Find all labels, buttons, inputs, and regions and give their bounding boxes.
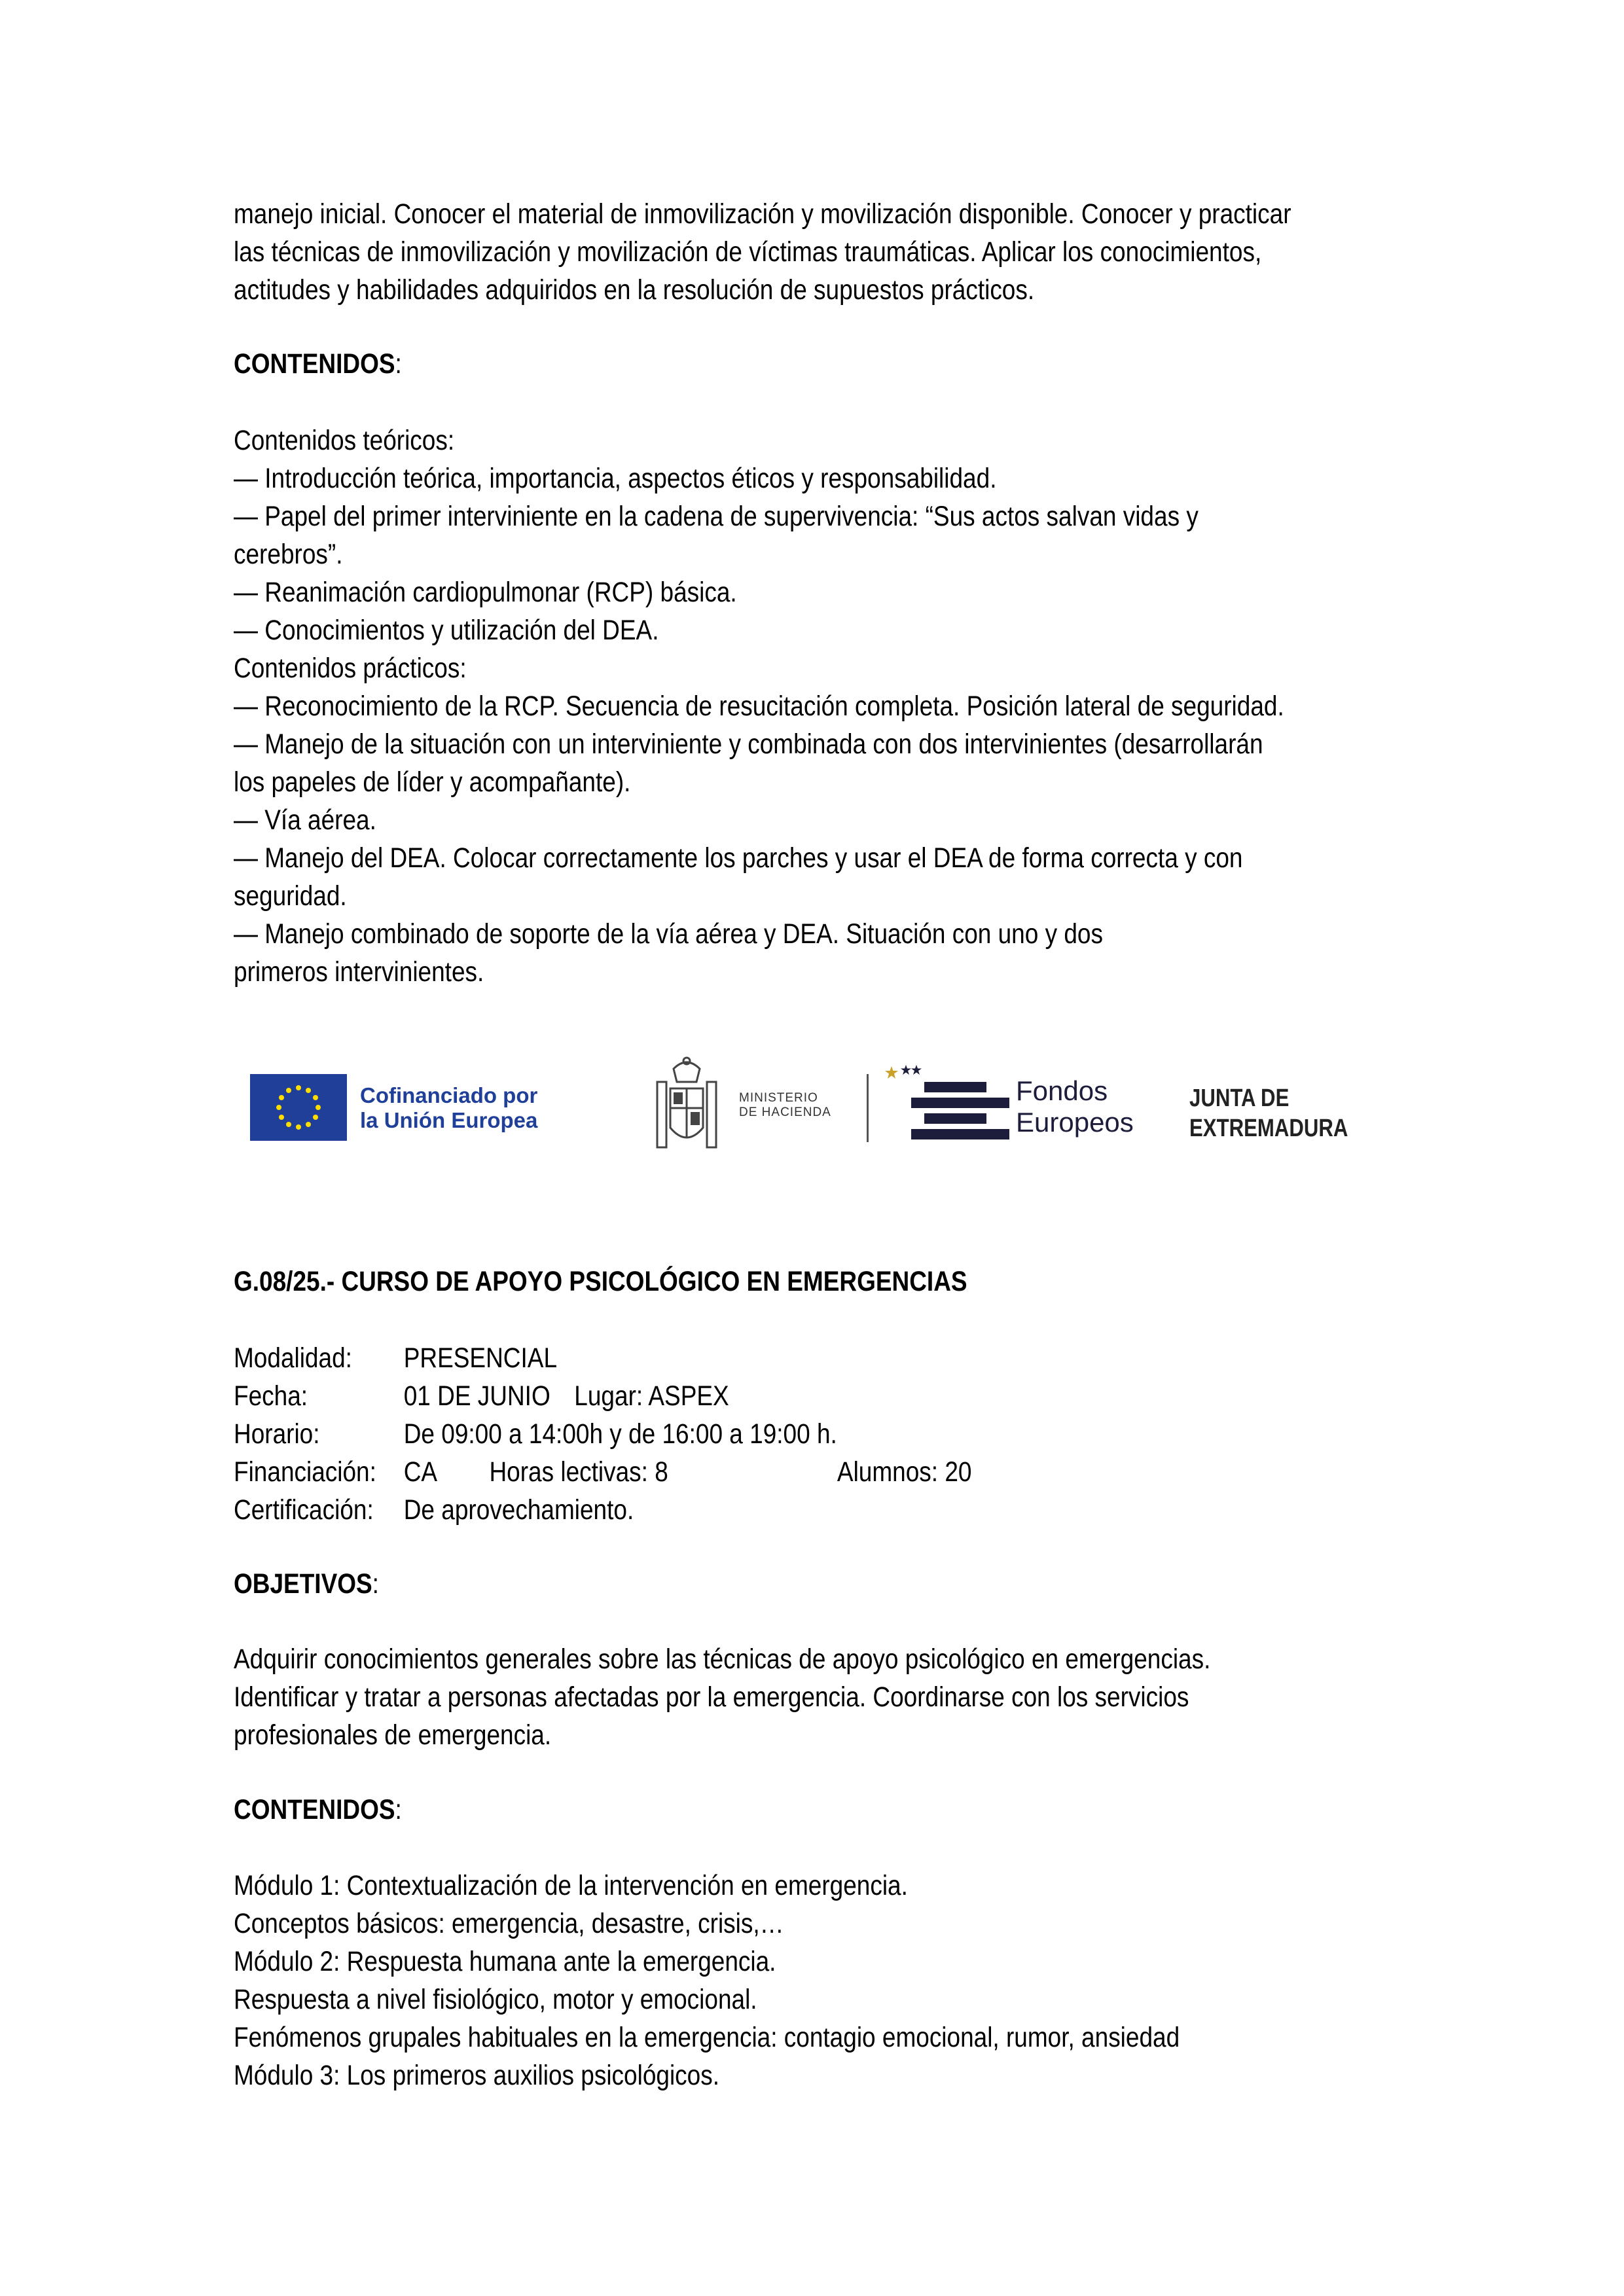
horario-label: Horario: <box>234 1418 320 1450</box>
list-item: — Reanimación cardiopulmonar (RCP) básica. <box>234 577 737 608</box>
list-item: — Manejo combinado de soporte de la vía aérea y DEA. Situación con uno y dos <box>234 918 1103 950</box>
list-item: Respuesta a nivel fisiológico, motor y emocional. <box>234 1984 757 2015</box>
fondos-europeos-mark-icon <box>905 1075 1009 1147</box>
eu-logo-text <box>360 1083 537 1133</box>
objetivos-line: profesionales de emergencia. <box>234 1719 552 1751</box>
junta-line2: EXTREMADURA <box>1189 1115 1348 1142</box>
field-fecha <box>234 1377 1400 1415</box>
fecha-value: 01 DE JUNIO <box>403 1380 550 1412</box>
list-item: seguridad. <box>234 880 347 912</box>
financiacion-value: CA <box>403 1456 438 1488</box>
list-item: — Introducción teórica, importancia, aspectos éticos y responsabilidad. <box>234 463 997 494</box>
coat-of-arms-icon <box>644 1056 729 1160</box>
junta-line1: JUNTA DE <box>1189 1085 1290 1112</box>
logo-divider <box>867 1074 869 1142</box>
lugar-value: Lugar: ASPEX <box>574 1380 729 1412</box>
certificacion-label: Certificación: <box>234 1494 374 1526</box>
objetivos-line: Identificar y tratar a personas afectadas por la emergencia. Coordinarse con los servicios <box>234 1681 1189 1713</box>
list-item: Contenidos prácticos: <box>234 653 467 684</box>
fondos-line2: Europeos <box>1016 1107 1134 1138</box>
fondos-line1: Fondos <box>1016 1075 1108 1106</box>
ministerio-line2: DE HACIENDA <box>739 1105 831 1119</box>
field-financiacion <box>234 1453 1400 1491</box>
objetivos-paragraph <box>234 1640 1400 1754</box>
intro-line: manejo inicial. Conocer el material de inmovilización y movilización disponible. Conocer y practicar <box>234 198 1291 230</box>
objetivos-heading-label: OBJETIVOS <box>234 1568 372 1600</box>
eu-logo-line2: la Unión Europea <box>360 1108 538 1132</box>
intro-line: actitudes y habilidades adquiridos en la resolución de supuestos prácticos. <box>234 274 1035 306</box>
funding-logos <box>244 1050 1356 1165</box>
objetivos-line: Adquirir conocimientos generales sobre las técnicas de apoyo psicológico en emergencias. <box>234 1643 1211 1675</box>
junta-extremadura-logo <box>1189 1083 1348 1143</box>
list-item: Contenidos teóricos: <box>234 425 455 456</box>
list-item: cerebros”. <box>234 539 343 570</box>
list-item: — Reconocimiento de la RCP. Secuencia de resucitación completa. Posición lateral de seguridad. <box>234 691 1284 722</box>
eu-logo-line1: Cofinanciado por <box>360 1083 538 1107</box>
list-item: — Manejo del DEA. Colocar correctamente los parches y usar el DEA de forma correcta y con <box>234 842 1243 874</box>
horas-lectivas: Horas lectivas: 8 <box>489 1456 668 1488</box>
intro-line: las técnicas de inmovilización y movilización de víctimas traumáticas. Aplicar los conocimientos, <box>234 236 1262 268</box>
list-item: Fenómenos grupales habituales en la emergencia: contagio emocional, rumor, ansiedad <box>234 2022 1180 2053</box>
course-fields <box>234 1339 1400 1529</box>
certificacion-value: De aprovechamiento. <box>403 1494 634 1526</box>
list-item: — Conocimientos y utilización del DEA. <box>234 615 659 646</box>
heading-colon: : <box>395 1794 402 1825</box>
list-item: Módulo 2: Respuesta humana ante la emergencia. <box>234 1946 776 1977</box>
ministerio-line1: MINISTERIO <box>739 1091 818 1105</box>
objetivos-heading <box>234 1565 1400 1603</box>
contenidos-heading-label: CONTENIDOS <box>234 348 395 380</box>
field-modalidad <box>234 1339 1400 1377</box>
course-title-text: G.08/25.- CURSO DE APOYO PSICOLÓGICO EN EMERGENCIAS <box>234 1266 967 1297</box>
fondos-europeos-text <box>1016 1075 1134 1138</box>
heading-colon: : <box>372 1568 379 1600</box>
field-horario <box>234 1415 1400 1453</box>
list-item: Módulo 3: Los primeros auxilios psicológicos. <box>234 2060 720 2091</box>
intro-paragraph <box>234 195 1400 309</box>
eu-flag-logo <box>250 1074 347 1141</box>
contenidos-list-1 <box>234 422 1400 991</box>
course-title <box>234 1263 1400 1300</box>
modalidad-value: PRESENCIAL <box>403 1342 558 1374</box>
alumnos: Alumnos: 20 <box>837 1456 972 1488</box>
list-item: primeros intervinientes. <box>234 956 484 988</box>
contenidos-heading-1 <box>234 345 1400 383</box>
field-certificacion <box>234 1491 1400 1529</box>
list-item: los papeles de líder y acompañante). <box>234 766 631 798</box>
list-item: Conceptos básicos: emergencia, desastre, crisis,… <box>234 1908 784 1939</box>
list-item: — Papel del primer interviniente en la cadena de supervivencia: “Sus actos salvan vidas y <box>234 501 1199 532</box>
contenidos-heading-2 <box>234 1791 1400 1829</box>
list-item: — Manejo de la situación con un interviniente y combinada con dos intervinientes (desarrollarán <box>234 728 1263 760</box>
contenidos-heading-label: CONTENIDOS <box>234 1794 395 1825</box>
ministerio-text <box>739 1091 831 1120</box>
heading-colon: : <box>395 348 402 380</box>
horario-value: De 09:00 a 14:00h y de 16:00 a 19:00 h. <box>403 1418 837 1450</box>
financiacion-label: Financiación: <box>234 1456 376 1488</box>
contenidos-list-2 <box>234 1867 1400 2094</box>
modalidad-label: Modalidad: <box>234 1342 352 1374</box>
fecha-label: Fecha: <box>234 1380 308 1412</box>
list-item: — Vía aérea. <box>234 804 376 836</box>
list-item: Módulo 1: Contextualización de la intervención en emergencia. <box>234 1870 908 1901</box>
